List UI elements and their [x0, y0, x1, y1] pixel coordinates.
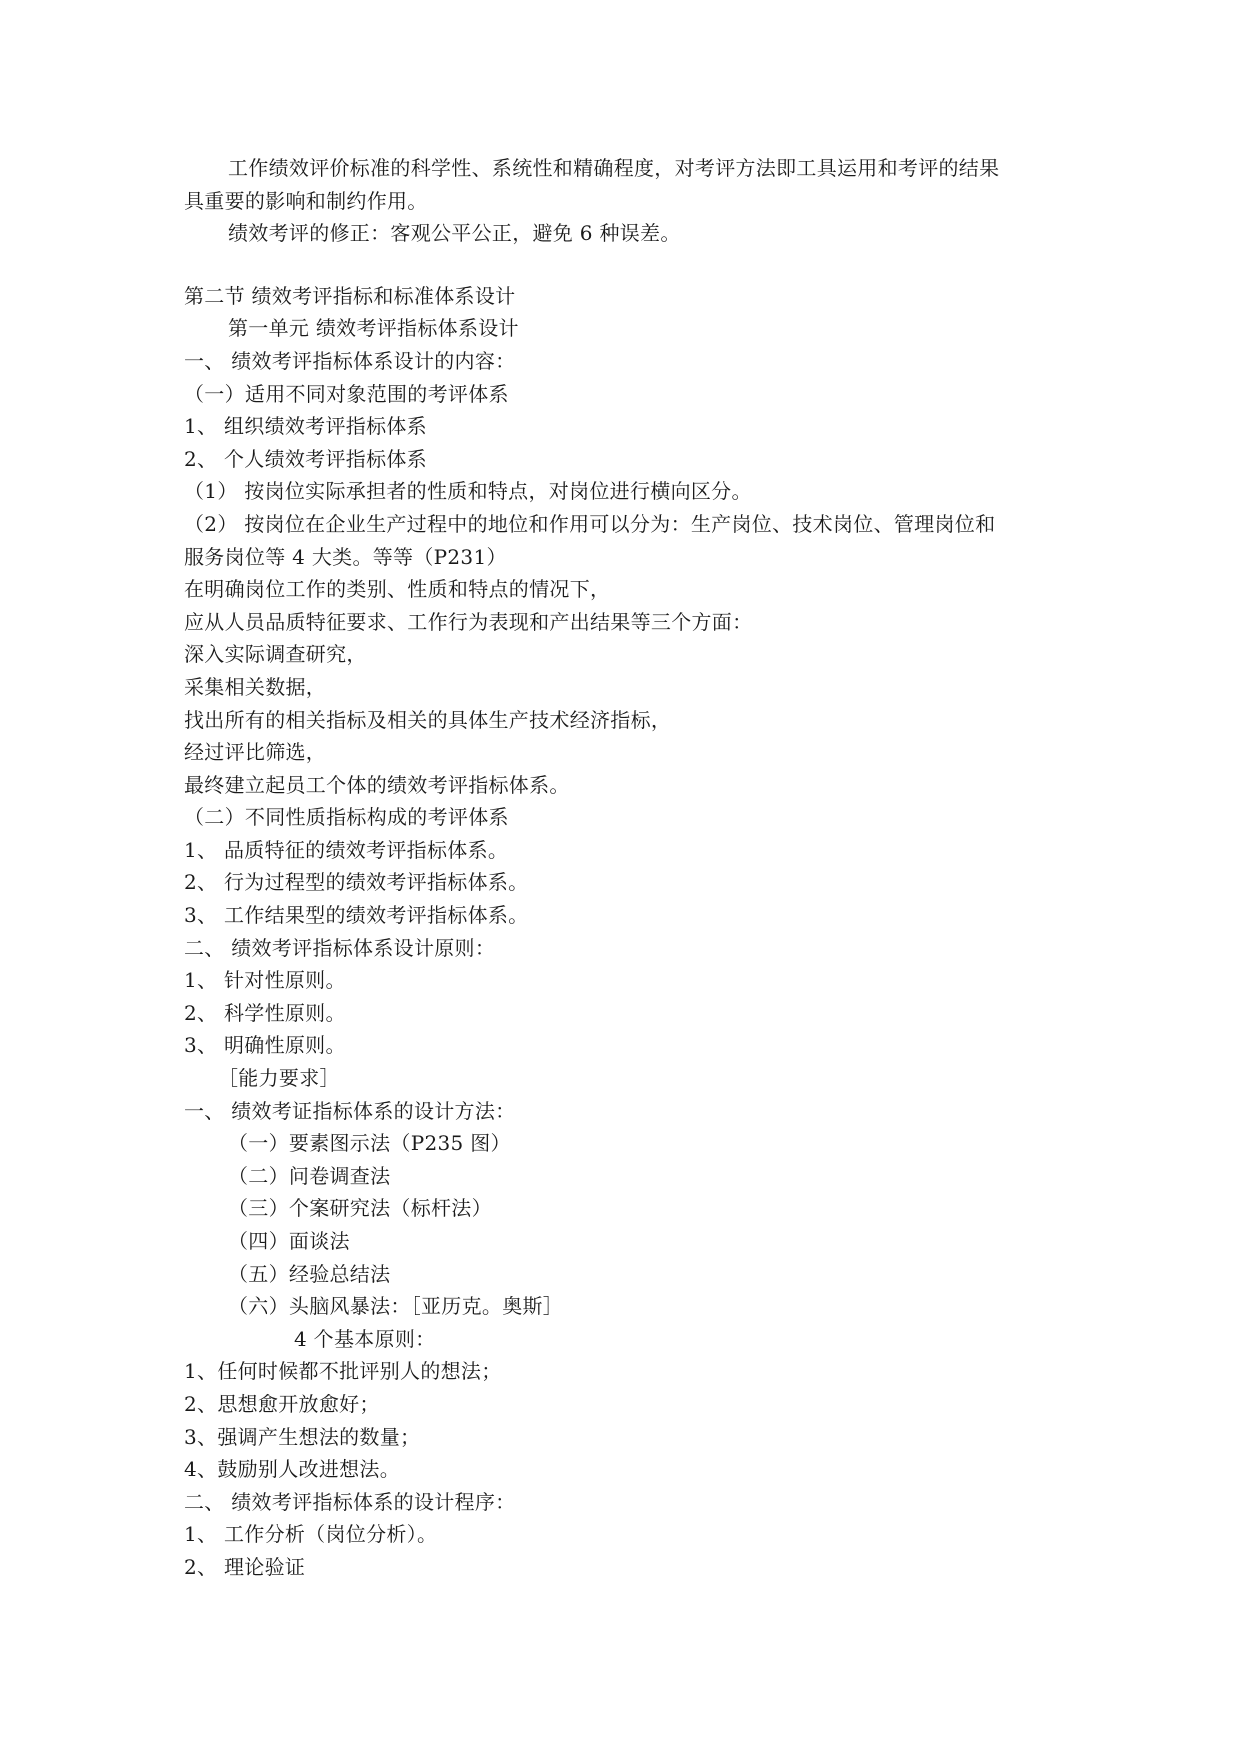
list-item: 4、鼓励别人改进想法。	[184, 1457, 401, 1482]
list-item: （五）经验总结法	[228, 1261, 391, 1286]
paragraph-line: 经过评比筛选，	[184, 740, 327, 765]
list-item: （六）头脑风暴法：［亚历克。奥斯］	[228, 1294, 564, 1319]
sub-heading: （一）适用不同对象范围的考评体系	[184, 381, 509, 406]
paragraph-line: 应从人员品质特征要求、工作行为表现和产出结果等三个方面：	[184, 609, 753, 634]
list-item: 1、 品质特征的绩效考评指标体系。	[184, 837, 509, 862]
list-item: 3、强调产生想法的数量；	[184, 1424, 421, 1449]
list-item: 2、 个人绩效考评指标体系	[184, 446, 427, 471]
unit-heading: 第一单元 绩效考评指标体系设计	[228, 316, 519, 341]
list-heading: 一、 绩效考评指标体系设计的内容：	[184, 348, 516, 373]
list-heading: 二、 绩效考评指标体系的设计程序：	[184, 1489, 516, 1514]
list-heading: 二、 绩效考评指标体系设计原则：	[184, 935, 496, 960]
list-item: （二）问卷调查法	[228, 1163, 391, 1188]
bracket-heading: ［能力要求］	[218, 1066, 340, 1091]
paragraph-line: 找出所有的相关指标及相关的具体生产技术经济指标，	[184, 707, 672, 732]
list-item: （一）要素图示法（P235 图）	[228, 1131, 511, 1156]
paragraph-line: 具重要的影响和制约作用。	[184, 188, 428, 213]
list-item: 3、 工作结果型的绩效考评指标体系。	[184, 903, 529, 928]
paragraph-line: 在明确岗位工作的类别、性质和特点的情况下，	[184, 577, 611, 602]
list-item: 2、思想愈开放愈好；	[184, 1391, 380, 1416]
paragraph-line: 工作绩效评价标准的科学性、系统性和精确程度，对考评方法即工具运用和考评的结果	[228, 156, 1000, 180]
list-heading: 一、 绩效考证指标体系的设计方法：	[184, 1098, 516, 1123]
list-item: 1、 组织绩效考评指标体系	[184, 414, 427, 439]
list-item: 2、 理论验证	[184, 1554, 306, 1579]
list-item: （四）面谈法	[228, 1229, 350, 1253]
paragraph-line: 最终建立起员工个体的绩效考评指标体系。	[184, 772, 570, 797]
paragraph-line: 服务岗位等 4 大类。等等（P231）	[184, 544, 507, 569]
list-item: 2、 科学性原则。	[184, 1000, 346, 1025]
list-item: 3、 明确性原则。	[184, 1033, 346, 1058]
document-body	[184, 152, 1064, 1584]
list-item: （2） 按岗位在企业生产过程中的地位和作用可以分为：生产岗位、技术岗位、管理岗位和	[184, 511, 996, 536]
list-item: 1、任何时候都不批评别人的想法；	[184, 1359, 502, 1384]
paragraph-line: 采集相关数据，	[184, 674, 327, 699]
spacer	[184, 250, 1064, 280]
list-item: 1、 工作分析（岗位分析）。	[184, 1522, 438, 1547]
list-item: 1、 针对性原则。	[184, 968, 346, 993]
paragraph-line: 绩效考评的修正：客观公平公正，避免 6 种误差。	[228, 221, 681, 246]
list-item: 2、 行为过程型的绩效考评指标体系。	[184, 870, 529, 895]
section-heading: 第二节 绩效考评指标和标准体系设计	[184, 283, 516, 308]
list-item: （三）个案研究法（标杆法）	[228, 1196, 492, 1221]
sub-heading: （二）不同性质指标构成的考评体系	[184, 805, 509, 830]
list-item: （1） 按岗位实际承担者的性质和特点，对岗位进行横向区分。	[184, 479, 752, 504]
paragraph-line: 4 个基本原则：	[294, 1326, 436, 1351]
paragraph-line: 深入实际调查研究，	[184, 642, 367, 667]
